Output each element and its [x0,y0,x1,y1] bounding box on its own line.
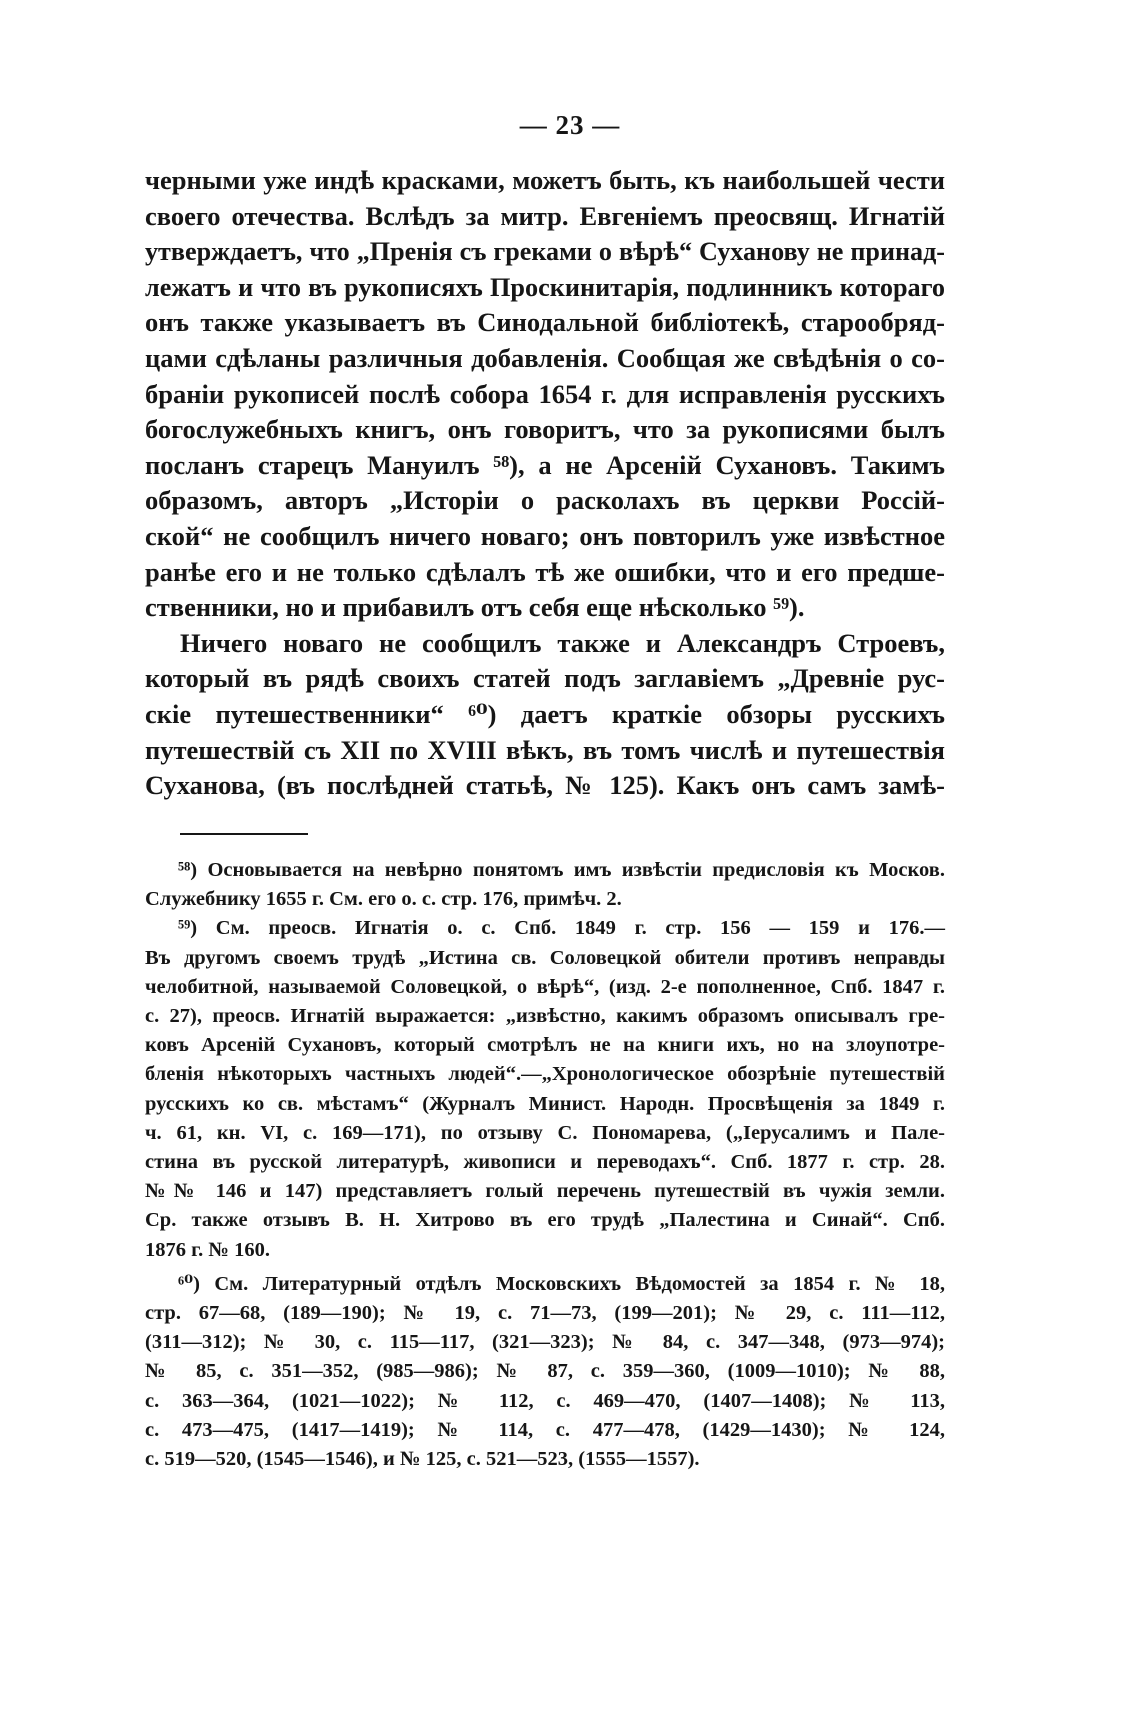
footnote-line: ⁶⁰) См. Литературный отдѣлъ Московскихъ Вѣдомостей за 1854 г. № 18, [178,1272,945,1295]
text-line: своего отечества. Вслѣдъ за митр. Евгеніемъ преосвящ. Игнатій [145,200,945,231]
footnote-line: №№ 146 и 147) представляетъ голый перечень путешествій въ чужія земли. [145,1180,945,1203]
footnote-line: ⁵⁹) См. преосв. Игнатія о. с. Спб. 1849 г. стр. 156 — 159 и 176.— [178,917,945,940]
text-line: скіе путешественники“ ⁶⁰) даетъ краткіе обзоры русскихъ [145,698,945,729]
footnote-line: Въ другомъ своемъ трудѣ „Истина св. Соловецкой обители противъ неправды [145,946,945,969]
footnote-line: Служебнику 1655 г. См. его о. с. стр. 176, примѣч. 2. [145,888,622,911]
footnote-line: № 85, с. 351—352, (985—986); № 87, с. 359—360, (1009—1010); № 88, [145,1360,945,1383]
footnote-59 [145,914,945,1264]
text-line: образомъ, авторъ „Исторіи о расколахъ въ церкви Россій- [145,485,945,516]
text-line: который въ рядѣ своихъ статей подъ заглавіемъ „Древніе рус- [145,663,945,694]
text-line: утверждаетъ, что „Пренія съ греками о вѣрѣ“ Суханову не принад- [145,237,945,267]
paragraph-start-line: Ничего новаго не сообщилъ также и Александръ Строевъ, [180,627,945,658]
footnote-line: (311—312); № 30, с. 115—117, (321—323); № 84, с. 347—348, (973—974); [145,1331,945,1354]
footnote-line: ковъ Арсеній Сухановъ, который смотрѣлъ не на книги ихъ, но на злоупотре- [145,1034,945,1057]
text-line: Суханова, (въ послѣдней статьѣ, № 125). Какъ онъ самъ замѣ- [145,770,945,801]
text-line: путешествій съ XII по XVIII вѣкъ, въ томъ числѣ и путешествія [145,734,945,765]
text-line: ской“ не сообщилъ ничего новаго; онъ повторилъ уже извѣстное [145,520,945,551]
text-line: лежатъ и что въ рукописяхъ Проскинитарія, подлинникъ котораго [145,272,945,302]
footnote-line: 1876 г. № 160. [145,1238,270,1261]
text-line: цами сдѣланы различныя добавленія. Сообщая же свѣдѣнія о со- [145,342,945,373]
footnote-line: челобитной, называемой Соловецкой, о вѣрѣ“, (изд. 2-е пополненное, Спб. 1847 г. [145,975,945,998]
text-line: ранѣе его и не только сдѣлалъ тѣ же ошибки, что и его предше- [145,556,945,587]
footnote-line: стина въ русской литературѣ, живописи и переводахъ“. Спб. 1877 г. стр. 28. [145,1151,945,1174]
text-line: посланъ старецъ Мануилъ ⁵⁸), а не Арсеній Сухановъ. Такимъ [145,449,945,480]
footnotes [145,856,945,1474]
footnote-58 [145,856,945,914]
footnote-line: ч. 61, кн. VI, с. 169—171), по отзыву С. Пономарева, („Іерусалимъ и Пале- [145,1121,945,1144]
footnote-line: с. 363—364, (1021—1022); № 112, с. 469—470, (1407—1408); № 113, [145,1389,945,1412]
text-line: ственники, но и прибавилъ отъ себя еще нѣсколько ⁵⁹). [145,592,805,623]
text-line: черными уже индѣ красками, можетъ быть, къ наибольшей чести [145,165,945,195]
footnote-line: бленія нѣкоторыхъ частныхъ людей“.—„Хронологическое обозрѣніе путешествій [145,1063,945,1086]
footnote-separator [180,833,308,835]
footnote-line: ⁵⁸) Основывается на невѣрно понятомъ имъ извѣстіи предисловія къ Москов. [178,859,945,881]
footnote-line: стр. 67—68, (189—190); № 19, с. 71—73, (199—201); № 29, с. 111—112, [145,1302,945,1325]
text-line: браніи рукописей послѣ собора 1654 г. для исправленія русскихъ [145,378,945,409]
footnote-line: с. 27), преосв. Игнатій выражается: „извѣстно, какимъ образомъ описывалъ гре- [145,1005,945,1028]
page-number: — 23 — [519,110,621,140]
text-line: богослужебныхъ книгъ, онъ говоритъ, что за рукописями былъ [145,414,945,445]
text-line: онъ также указываетъ въ Синодальной библіотекѣ, старообряд- [145,307,945,338]
footnote-60 [145,1270,945,1474]
main-text [145,163,945,804]
footnote-line: Ср. также отзывъ В. Н. Хитрово въ его трудѣ „Палестина и Синай“. Спб. [145,1209,945,1232]
footnote-line: с. 473—475, (1417—1419); № 114, с. 477—478, (1429—1430); № 124, [145,1418,945,1441]
footnote-line: с. 519—520, (1545—1546), и № 125, с. 521—523, (1555—1557). [145,1448,700,1471]
footnote-line: русскихъ ко св. мѣстамъ“ (Журналъ Минист. Народн. Просвѣщенія за 1849 г. [145,1092,945,1115]
